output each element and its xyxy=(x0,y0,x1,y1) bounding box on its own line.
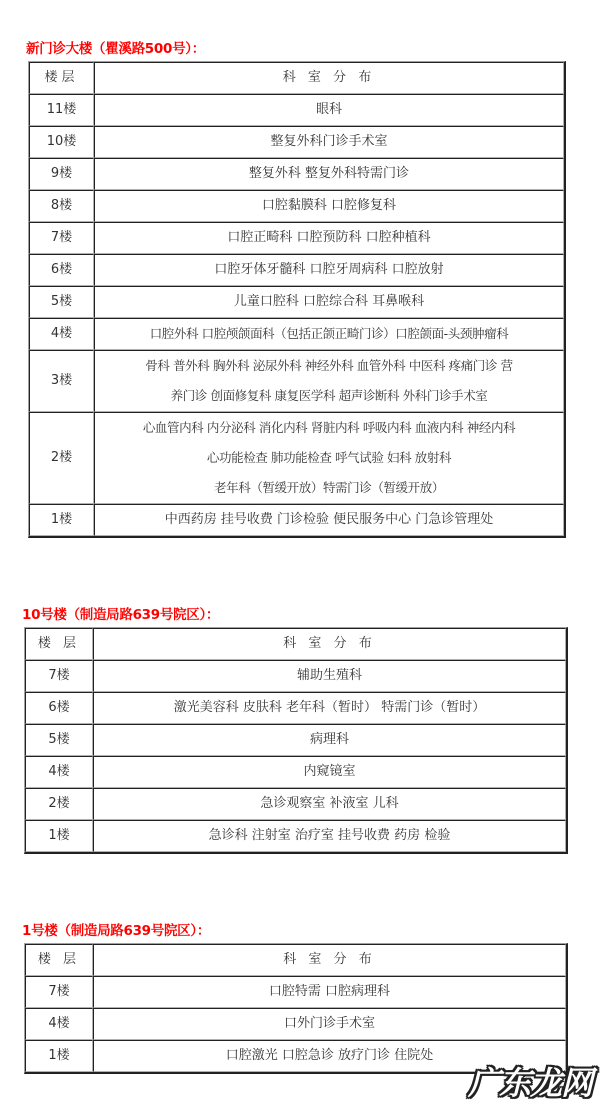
floor-cell: 2楼 xyxy=(25,788,93,820)
departments-cell xyxy=(94,350,564,412)
departments-line: 辅助生殖科 xyxy=(296,668,362,683)
departments-line: 口腔正畸科 口腔预防科 口腔种植科 xyxy=(227,230,431,245)
departments-cell xyxy=(94,286,564,318)
table-row xyxy=(29,190,564,222)
table-row xyxy=(25,724,566,756)
departments-line: 骨科 普外科 胸外科 泌尿外科 神经外科 血管外科 中医科 疼痛门诊 营 xyxy=(145,358,513,373)
table-header-row xyxy=(25,628,566,660)
departments-line: 心血管内科 内分泌科 消化内科 肾脏内科 呼吸内科 血液内科 神经内科 xyxy=(142,420,516,435)
floor-cell: 7楼 xyxy=(25,660,93,692)
departments-cell xyxy=(93,820,566,852)
departments-line: 口腔牙体牙髓科 口腔牙周病科 口腔放射 xyxy=(214,262,444,277)
departments-cell xyxy=(94,318,564,350)
header-departments: 科 室 分 布 xyxy=(93,628,566,660)
table-row xyxy=(25,692,566,724)
floor-table-building-10 xyxy=(24,627,568,854)
floor-cell: 1楼 xyxy=(29,504,94,536)
table-row xyxy=(29,254,564,286)
departments-cell xyxy=(93,660,566,692)
table-row xyxy=(25,788,566,820)
departments-line: 急诊观察室 补液室 儿科 xyxy=(260,796,399,811)
table-row xyxy=(29,350,564,412)
departments-cell xyxy=(94,412,564,504)
header-departments: 科 室 分 布 xyxy=(93,944,566,976)
departments-cell xyxy=(94,126,564,158)
departments-line: 口腔黏膜科 口腔修复科 xyxy=(261,198,397,213)
table-header-row xyxy=(25,944,566,976)
floor-cell: 5楼 xyxy=(29,286,94,318)
floor-cell: 5楼 xyxy=(25,724,93,756)
table-row xyxy=(29,504,564,536)
table-row xyxy=(29,126,564,158)
table-row xyxy=(29,286,564,318)
departments-cell xyxy=(93,756,566,788)
section-title-building-10: 10号楼（制造局路639号院区）： xyxy=(22,607,220,623)
floor-cell: 9楼 xyxy=(29,158,94,190)
floor-cell: 11楼 xyxy=(29,94,94,126)
header-departments: 科 室 分 布 xyxy=(94,62,564,94)
departments-line: 眼科 xyxy=(315,102,342,117)
departments-cell xyxy=(93,788,566,820)
table-row xyxy=(25,756,566,788)
departments-line: 口腔外科 口腔颅颌面科（包括正颌正畸门诊）口腔颌面-头颈肿瘤科 xyxy=(149,326,509,341)
departments-line: 中西药房 挂号收费 门诊检验 便民服务中心 门急诊管理处 xyxy=(164,512,494,527)
floor-cell: 1楼 xyxy=(25,820,93,852)
departments-cell xyxy=(94,254,564,286)
table-row xyxy=(29,158,564,190)
table-row xyxy=(29,222,564,254)
departments-cell xyxy=(94,222,564,254)
departments-cell xyxy=(94,190,564,222)
floor-cell: 4楼 xyxy=(29,318,94,350)
floor-cell: 4楼 xyxy=(25,1008,93,1040)
floor-cell: 3楼 xyxy=(29,350,94,412)
floor-cell: 6楼 xyxy=(25,692,93,724)
departments-line: 内窥镜室 xyxy=(303,764,356,779)
header-floor: 楼层 xyxy=(29,62,94,94)
table-row xyxy=(25,660,566,692)
departments-line: 整复外科门诊手术室 xyxy=(270,134,388,149)
section-title-building-1: 1号楼（制造局路639号院区）： xyxy=(22,923,211,939)
departments-line: 口腔特需 口腔病理科 xyxy=(268,984,391,999)
watermark-logo: 广东龙网 xyxy=(468,1064,593,1102)
floor-cell: 7楼 xyxy=(25,976,93,1008)
departments-cell xyxy=(94,158,564,190)
departments-cell xyxy=(93,1008,566,1040)
departments-line: 整复外科 整复外科特需门诊 xyxy=(248,166,410,181)
header-floor: 楼 层 xyxy=(25,944,93,976)
table-row xyxy=(25,1008,566,1040)
departments-line: 心功能检查 肺功能检查 呼气试验 妇科 放射科 xyxy=(206,450,452,465)
departments-cell xyxy=(94,504,564,536)
table-row xyxy=(25,976,566,1008)
floor-cell: 1楼 xyxy=(25,1040,93,1072)
floor-cell: 8楼 xyxy=(29,190,94,222)
departments-line: 病理科 xyxy=(309,732,349,747)
floor-cell: 7楼 xyxy=(29,222,94,254)
departments-cell xyxy=(94,94,564,126)
departments-cell xyxy=(93,692,566,724)
departments-line: 口腔激光 口腔急诊 放疗门诊 住院处 xyxy=(225,1048,434,1063)
header-floor: 楼 层 xyxy=(25,628,93,660)
table-header-row xyxy=(29,62,564,94)
floor-cell: 2楼 xyxy=(29,412,94,504)
departments-line: 口外门诊手术室 xyxy=(283,1016,375,1031)
departments-cell xyxy=(93,976,566,1008)
departments-line: 老年科（暂缓开放）特需门诊（暂缓开放） xyxy=(214,480,444,495)
departments-cell xyxy=(93,724,566,756)
floor-cell: 10楼 xyxy=(29,126,94,158)
departments-line: 儿童口腔科 口腔综合科 耳鼻喉科 xyxy=(233,294,425,309)
floor-cell: 6楼 xyxy=(29,254,94,286)
floor-cell: 4楼 xyxy=(25,756,93,788)
table-row xyxy=(29,94,564,126)
table-row xyxy=(29,412,564,504)
floor-table-building-1 xyxy=(24,943,568,1074)
departments-line: 激光美容科 皮肤科 老年科（暂时） 特需门诊（暂时） xyxy=(173,700,486,715)
section-title-new-outpatient-building: 新门诊大楼（瞿溪路500号）： xyxy=(26,41,205,57)
departments-line: 养门诊 创面修复科 康复医学科 超声诊断科 外科门诊手术室 xyxy=(170,388,488,403)
table-row xyxy=(29,318,564,350)
departments-line: 急诊科 注射室 治疗室 挂号收费 药房 检验 xyxy=(208,828,451,843)
table-row xyxy=(25,820,566,852)
floor-table-new-outpatient-building xyxy=(28,61,566,538)
